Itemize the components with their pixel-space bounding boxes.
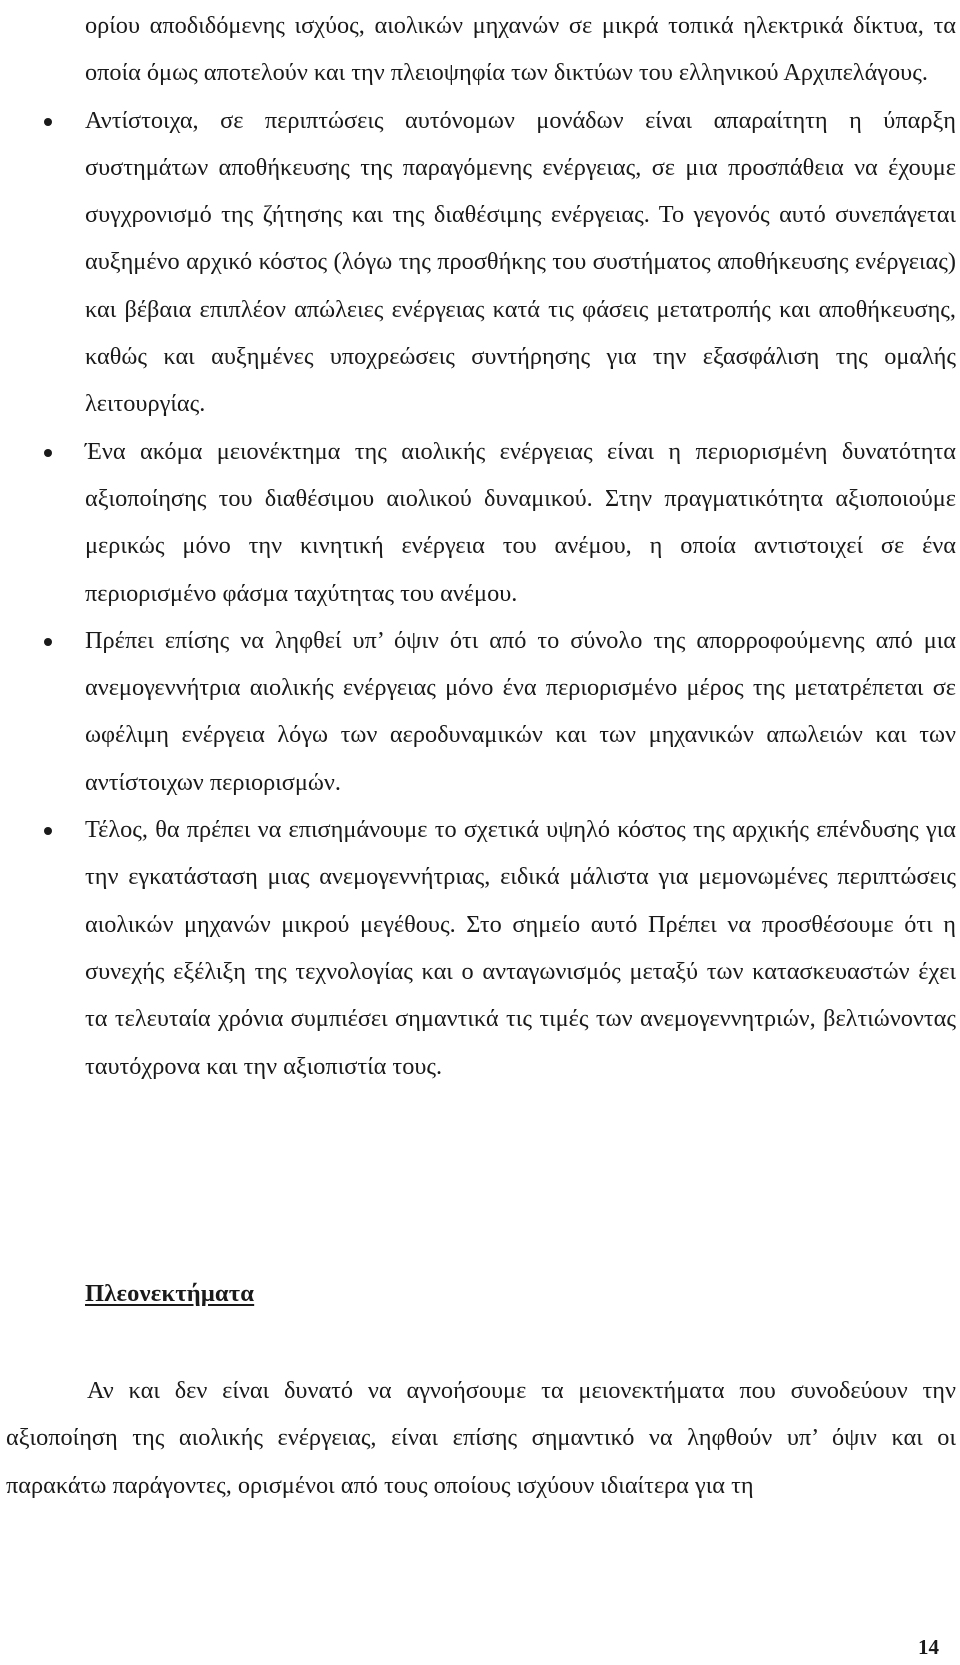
page-number: 14: [918, 1635, 939, 1659]
bullet-item: [40, 806, 956, 1090]
bullet-point-icon: [44, 118, 52, 126]
bullet-list: [40, 2, 956, 1090]
body-paragraph: Αν και δεν είναι δυνατό να αγνοήσουμε τα μειονεκτήματα που συνοδεύουν την αξιοποίηση της αιολικής ενέργειας, είναι επίσης σημαντικό να ληφθούν υπ’ όψιν και οι παρακάτω παράγοντες, ορισμένοι από τους οποίους ισχύουν ιδιαίτερα για τη: [6, 1377, 956, 1499]
bullet-text: Ένα ακόμα μειονέκτημα της αιολικής ενέργειας είναι η περιορισμένη δυνατότητα αξιοποίησης του διαθέσιμου αιολικού δυναμικού. Στην πραγματικότητα αξιοποιούμε μερικώς μόνο την κινητική ενέργεια του ανέμου, η οποία αντιστοιχεί σε ένα περιορισμένο φάσμα ταχύτητας του ανέμου.: [85, 437, 956, 607]
continued-bullet-text: ορίου αποδιδόμενης ισχύος, αιολικών μηχανών σε μικρά τοπικά ηλεκτρικά δίκτυα, τα οποία όμως αποτελούν και την πλειοψηφία των δικτύων του ελληνικού Αρχιπελάγους.: [85, 12, 956, 87]
section-heading: Πλεονεκτήματα: [85, 1280, 255, 1307]
bullet-text: Αντίστοιχα, σε περιπτώσεις αυτόνομων μονάδων είναι απαραίτητη η ύπαρξη συστημάτων αποθήκευσης της παραγόμενης ενέργειας, σε μια προσπάθεια να έχουμε συγχρονισμό της ζήτησης και της διαθέσιμης ενέργειας. Το γεγονός αυτό συνεπάγεται αυξημένο αρχικό κόστος (λόγω της προσθήκης του συστήματος αποθήκευσης ενέργειας) και βέβαια επιπλέον απώλειες ενέργειας κατά τις φάσεις μετατροπής και αποθήκευσης, καθώς και αυξημένες υποχρεώσεις συντήρησης για την εξασφάλιση της ομαλής λειτουργίας.: [85, 106, 956, 418]
bullet-item: [40, 428, 956, 617]
bullet-point-icon: [44, 449, 52, 457]
bullet-item: [40, 617, 956, 806]
bullet-text: Πρέπει επίσης να ληφθεί υπ’ όψιν ότι από το σύνολο της απορροφούμενης από μια ανεμογεννήτρια αιολικής ενέργειας μόνο ένα περιορισμένο μέρος της μετατρέπεται σε ωφέλιμη ενέργεια λόγω των αεροδυναμικών και των μηχανικών απωλειών και των αντίστοιχων περιορισμών.: [85, 626, 956, 796]
bullet-text: Τέλος, θα πρέπει να επισημάνουμε το σχετικά υψηλό κόστος της αρχικής επένδυσης για την εγκατάσταση μιας ανεμογεννήτριας, ειδικά μάλιστα για μεμονωμένες περιπτώσεις αιολικών μηχανών μικρού μεγέθους. Στο σημείο αυτό Πρέπει να προσθέσουμε ότι η συνεχής εξέλιξη της τεχνολογίας και ο ανταγωνισμός μεταξύ των κατασκευαστών έχει τα τελευταία χρόνια συμπιέσει σημαντικά τις τιμές των ανεμογεννητριών, βελτιώνοντας ταυτόχρονα και την αξιοπιστία τους.: [85, 816, 956, 1080]
bullet-item: [40, 97, 956, 428]
bullet-point-icon: [44, 638, 52, 646]
bullet-point-icon: [44, 827, 52, 835]
